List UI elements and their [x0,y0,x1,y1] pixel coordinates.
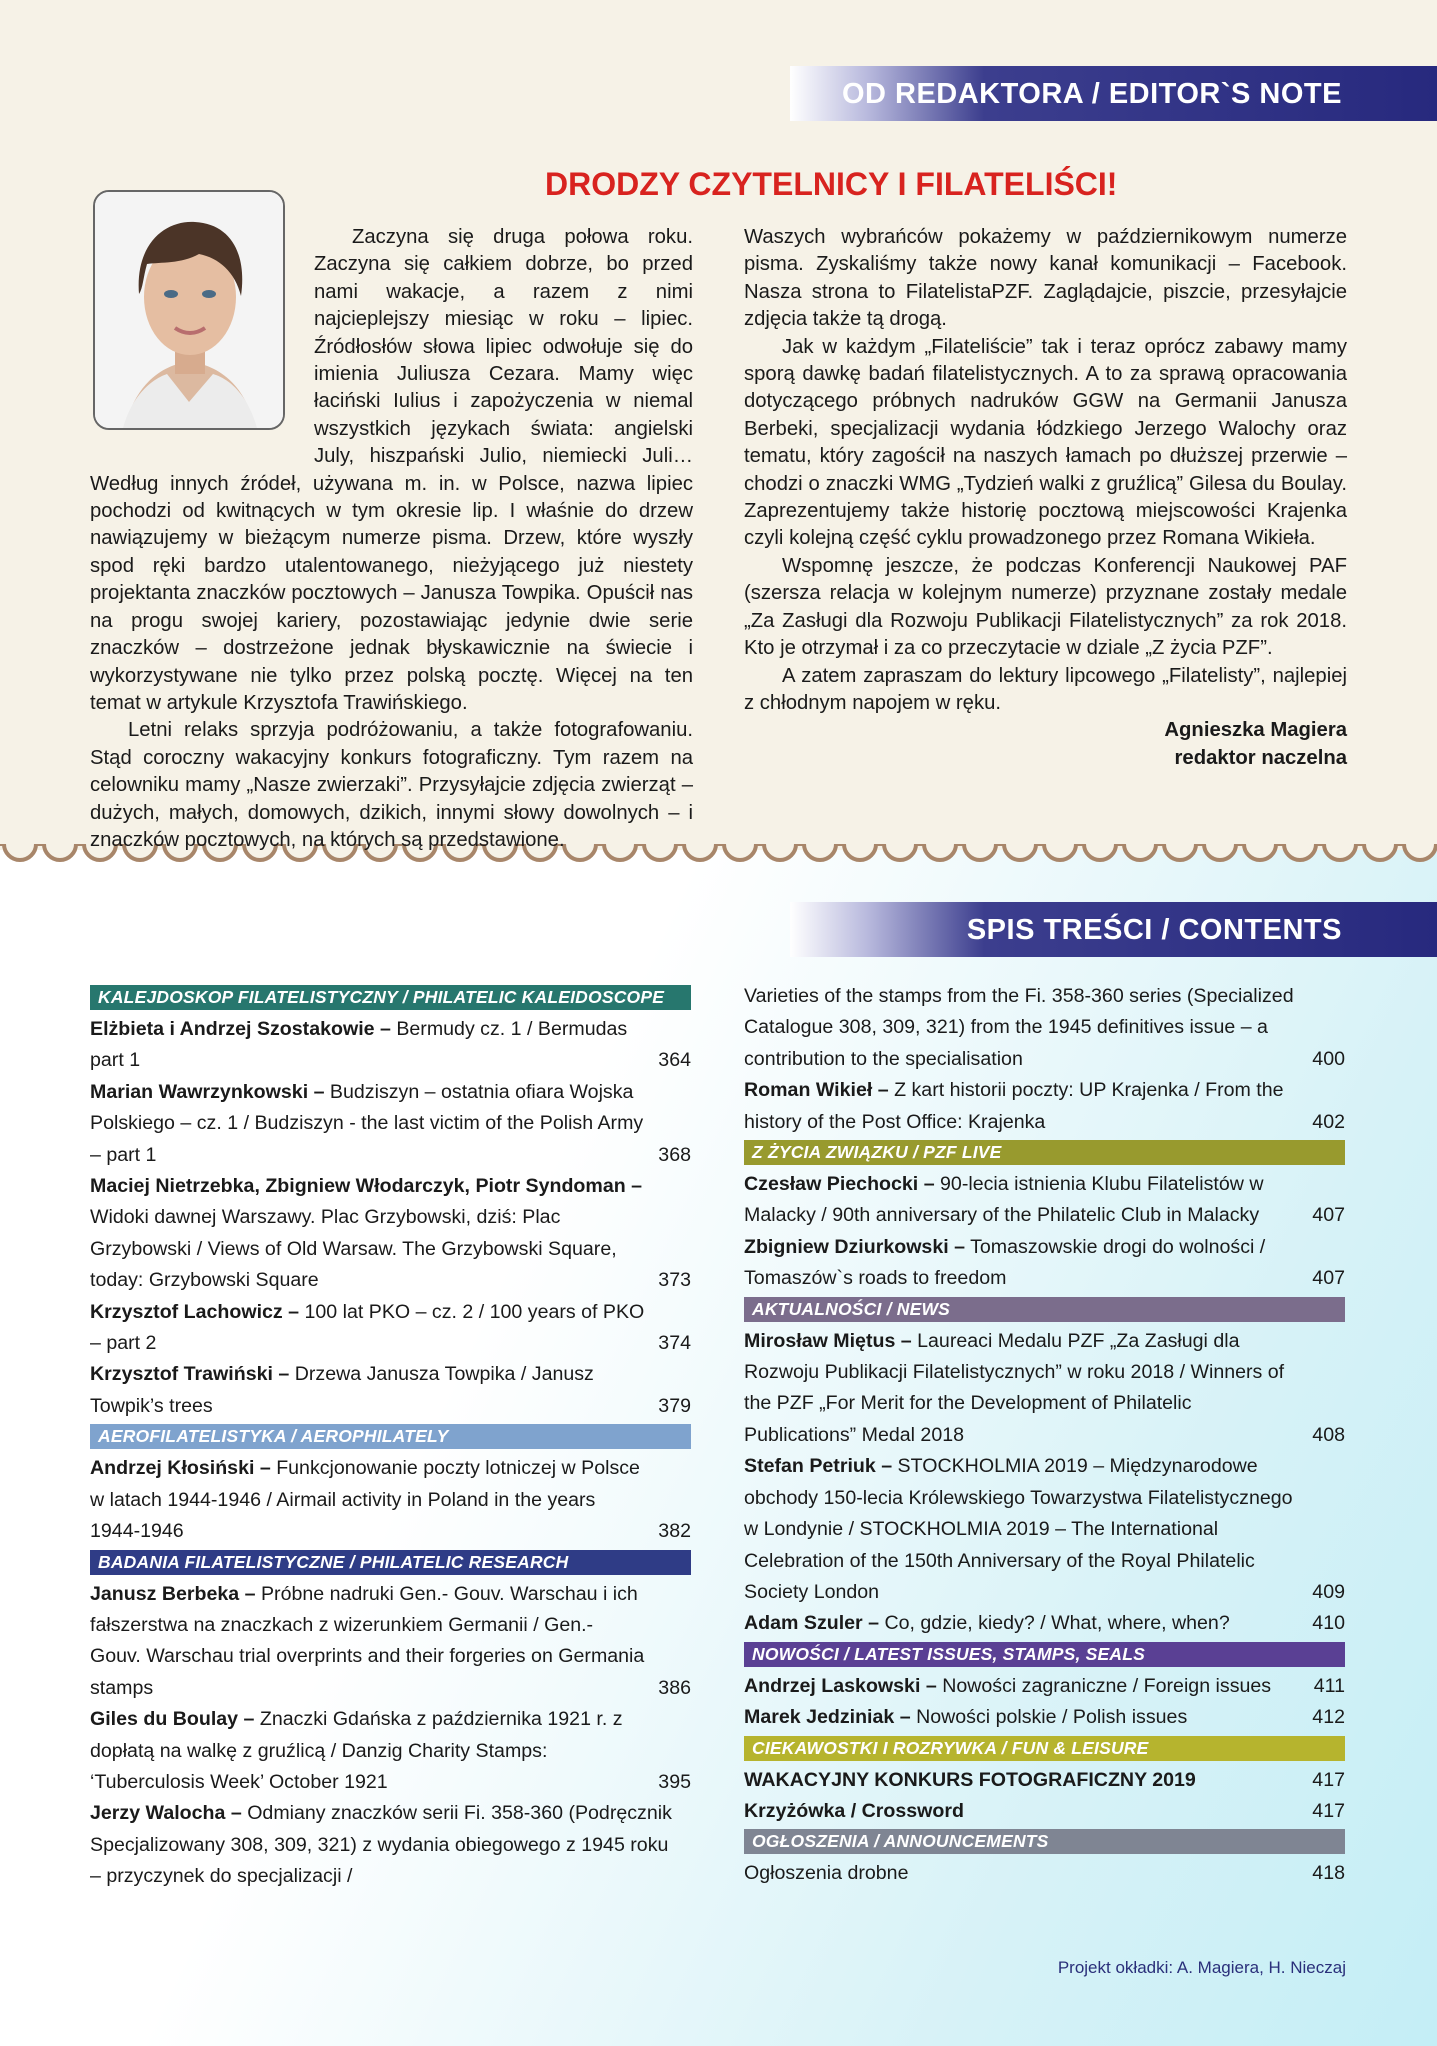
contents-entry [744,1232,1345,1295]
entry-author: Marek Jedziniak – [744,1706,911,1729]
contents-entry [744,1796,1345,1827]
entry-text [744,1671,1271,1702]
contents-entry [744,1858,1345,1889]
editor-note-column-1 [90,224,693,854]
paragraph: A zatem zapraszam do lektury lipcowego „Filatelisty”, najlepiej z chłodnym napojem w ręku. [744,664,1347,714]
entry-title: Z kart historii poczty: UP Krajenka / From the history of the Post Office: Krajenka [744,1079,1284,1133]
entry-title: Budziszyn – ostatnia ofiara Wojska Polskiego – cz. 1 / Budziszyn - the last victim of the Polish Army – part 1 [90,1080,644,1166]
entry-title: 90-lecia istnienia Klubu Filatelistów w Malacky / 90th anniversary of the Philatelic Club in Malacky [744,1173,1264,1227]
entry-author: Marian Wawrzynkowski – [90,1080,325,1103]
paragraph: Jak w każdym „Filateliście” tak i teraz oprócz zabawy mamy sporą dawkę badań filatelistycznych. A to za sprawą opracowania dotyczącego próbnych nadruków GGW na Germanii Janusza Berbeki, specjalizacji wydania łódzkiego Jerzego Walochy oraz tematu, który zagościł na naszych łamach po dłuższej przerwie – chodzi o znaczki WMG „Tydzień walki z gruźlicą” Gilesa du Boulay. Zaprezentujemy także historię pocztową miejscowości Krajenka czyli kolejną część cyklu prowadzonego przez Romana Wikieła. [744,335,1347,550]
entry-text [744,1075,1302,1138]
entry-page-number: 379 [658,1394,691,1417]
entry-text [744,1702,1187,1733]
paragraph: Letni relaks sprzyja podróżowaniu, a także fotografowaniu. Stąd coroczny wakacyjny konkurs fotograficzny. Tym razem na celowniku mamy „Nasze zwierzaki”. Przysyłajcie zdjęcia zwierząt – dużych, małych, domowych, dzikich, innymi słowy dowolnych – i znaczków pocztowych, na których są przedstawione. [90,719,693,851]
entry-text [744,1608,1230,1639]
signature-role: redaktor naczelna [1174,746,1347,769]
entry-page-number: 417 [1312,1799,1345,1822]
entry-title: Znaczki Gdańska z października 1921 r. z dopłatą na walkę z gruźlicą / Danzig Charity Stamps: ‘Tuberculosis Week’ October 1921 [90,1708,623,1793]
entry-page-number: 410 [1312,1612,1345,1635]
entry-text [744,1232,1302,1295]
entry-page-number: 417 [1312,1768,1345,1791]
entry-title: Próbne nadruki Gen.- Gouv. Warschau i ich fałszerstwa na znaczkach z wizerunkiem Germanii / Gen.- Gouv. Warschau trial overprints and their forgeries on Germania stamps [90,1582,645,1699]
entry-page-number: 407 [1312,1204,1345,1227]
entry-page-number: 412 [1312,1706,1345,1729]
section-header: AKTUALNOŚCI / NEWS [744,1297,1345,1322]
photo-wrap-space [90,224,314,458]
contents-entry [744,1671,1345,1702]
entry-title: Widoki dawnej Warszawy. Plac Grzybowski, dziś: Plac Grzybowski / Views of Old Warsaw. The Grzybowski Square, today: Grzybowski Square [90,1206,617,1292]
contents-entry [90,1704,691,1798]
entry-title: Ogłoszenia drobne [744,1862,909,1885]
contents-entry [744,1608,1345,1639]
section-header: KALEJDOSKOP FILATELISTYCZNY / PHILATELIC KALEIDOSCOPE [90,985,691,1010]
contents-entry [744,1451,1345,1608]
entry-text [744,1169,1302,1232]
entry-text [90,1798,681,1892]
entry-author: Mirosław Miętus – [744,1329,912,1352]
contents-entry [90,1077,691,1171]
entry-text [90,1077,648,1171]
entry-title: Laureaci Medalu PZF „Za Zasługi dla Rozwoju Publikacji Filatelistycznych” w roku 2018 / Winners of the PZF „For Merit for the Development of Philatelic Publications” Medal 2018 [744,1329,1285,1446]
section-header: CIEKAWOSTKI I ROZRYWKA / FUN & LEISURE [744,1736,1345,1761]
contents-entry [744,1075,1345,1138]
entry-author: Adam Szuler – [744,1612,880,1635]
entry-author: Giles du Boulay – [90,1708,255,1731]
entry-author: Andrzej Kłosiński – [90,1457,271,1480]
entry-page-number: 364 [658,1049,691,1072]
contents-entry [90,1798,691,1892]
entry-author: Janusz Berbeka – [90,1582,256,1605]
entry-page-number: 400 [1312,1047,1345,1070]
cover-credit: Projekt okładki: A. Magiera, H. Nieczaj [1057,1958,1346,1977]
entry-page-number: 373 [658,1269,691,1292]
entry-title: Bermudy cz. 1 / Bermudas part 1 [90,1018,628,1072]
contents-entry [90,1171,691,1297]
entry-author: Krzyżówka / Crossword [744,1799,964,1822]
entry-text [90,1014,648,1077]
contents-entry [744,981,1345,1075]
entry-title: Odmiany znaczków serii Fi. 358-360 (Podręcznik Specjalizowany 308, 309, 321) z wydania obiegowego z 1945 roku – przyczynek do specjalizacji / [90,1802,672,1888]
editor-note-column-2 [744,224,1347,772]
entry-page-number: 408 [1312,1423,1345,1446]
entry-text [90,1297,648,1360]
contents-column-right [744,981,1345,1890]
entry-page-number: 395 [658,1770,691,1793]
section-header: BADANIA FILATELISTYCZNE / PHILATELIC RESEARCH [90,1550,691,1575]
editor-note-header-text: OD REDAKTORA / EDITOR`S NOTE [841,78,1342,110]
paragraph: Zaczyna się druga połowa roku. Zaczyna się całkiem dobrze, bo przed nami wakacje, a razem z nimi najcieplejszy miesiąc w roku – lipiec. Źródłosłów słowa lipiec odwołuje się do imienia Juliusza Cezara. Mamy więc łaciński Iulius i zapożyczenia w niemal wszystkich językach świata: angielski July, hiszpański Julio, niemiecki Juli… Według innych źródeł, używana m. in. w Polsce, nazwa lipiec pochodzi od kwitnących w tym okresie lip. I właśnie do drzew nawiązujemy w bieżącym numerze pisma. Drzew, które wyszły spod ręki bardzo utalentowanego, nieżyjącego już niestety projektanta znaczków pocztowych – Janusza Towpika. Opuścił nas na progu swojej kariery, pozostawiając jedynie dwie serie znaczków – dostrzeżone jednak błyskawicznie na świecie i wykorzystywane nie tylko przez polską pocztę. Więcej na ten temat w artykule Krzysztofa Trawińskiego. [90,226,693,714]
entry-title: Varieties of the stamps from the Fi. 358-360 series (Specialized Catalogue 308, 309, 321) from the 1945 definitives issue – a contribution to the specialisation [744,985,1294,1070]
section-header: AEROFILATELISTYKA / AEROPHILATELY [90,1424,691,1449]
entry-page-number: 409 [1312,1580,1345,1603]
entry-text [744,1451,1302,1608]
paragraph: Wspomnę jeszcze, że podczas Konferencji Naukowej PAF (szersza relacja w kolejnym numerze) przyznane zostały medale „Za Zasługi dla Rozwoju Publikacji Filatelistycznych” za rok 2018. Kto je otrzymał i za co przeczytacie w dziale „Z życia PZF”. [744,554,1347,660]
entry-author: Jerzy Walocha – [90,1802,242,1825]
section-header: Z ŻYCIA ZWIĄZKU / PZF LIVE [744,1140,1345,1165]
entry-text [90,1579,648,1705]
entry-text [744,1765,1196,1796]
contents-entry [744,1326,1345,1452]
entry-text [90,1453,648,1547]
contents-entry [744,1169,1345,1232]
entry-text [744,1858,908,1889]
entry-author: Andrzej Laskowski – [744,1674,937,1697]
entry-author: Roman Wikieł – [744,1079,889,1102]
entry-page-number: 368 [658,1143,691,1166]
entry-text [744,981,1302,1075]
entry-text [90,1704,648,1798]
entry-author: Zbigniew Dziurkowski – [744,1235,966,1258]
entry-title: Nowości polskie / Polish issues [910,1706,1188,1729]
entry-text [90,1359,648,1422]
entry-title: Funkcjonowanie poczty lotniczej w Polsce w latach 1944-1946 / Airmail activity in Poland in the years 1944-1946 [90,1457,640,1543]
entry-text [744,1326,1302,1452]
contents-entry [90,1014,691,1077]
signature-name: Agnieszka Magiera [1164,719,1347,742]
entry-author: WAKACYJNY KONKURS FOTOGRAFICZNY 2019 [744,1768,1196,1791]
entry-author: Czesław Piechocki – [744,1173,935,1196]
contents-entry [90,1297,691,1360]
entry-title: Co, gdzie, kiedy? / What, where, when? [879,1612,1230,1635]
paragraph: Waszych wybrańców pokażemy w październikowym numerze pisma. Zyskaliśmy także nowy kanał komunikacji – Facebook. Nasza strona to FilatelistaPZF. Zaglądajcie, piszcie, przesyłajcie zdjęcia także tą drogą. [744,226,1347,331]
entry-title: Tomaszowskie drogi do wolności / Tomaszów`s roads to freedom [744,1235,1266,1290]
contents-entry [90,1359,691,1422]
contents-entry [744,1702,1345,1733]
contents-entry [90,1579,691,1705]
entry-page-number: 411 [1313,1674,1345,1697]
entry-author: Stefan Petriuk – [744,1455,893,1478]
contents-header-text: SPIS TREŚCI / CONTENTS [966,914,1342,946]
entry-title: STOCKHOLMIA 2019 – Międzynarodowe obchody 150-lecia Królewskiego Towarzystwa Filatelistycznego w Londynie / STOCKHOLMIA 2019 – The International Celebration of the 150th Anniversary of the Royal Philatelic Society London [744,1455,1293,1603]
section-header: NOWOŚCI / LATEST ISSUES, STAMPS, SEALS [744,1642,1345,1667]
contents-entry [90,1453,691,1547]
entry-author: Krzysztof Lachowicz – [90,1300,300,1323]
section-header: OGŁOSZENIA / ANNOUNCEMENTS [744,1829,1345,1854]
entry-title: 100 lat PKO – cz. 2 / 100 years of PKO – part 2 [90,1300,645,1355]
entry-page-number: 382 [658,1520,691,1543]
entry-page-number: 386 [658,1676,691,1699]
entry-title: Nowości zagraniczne / Foreign issues [936,1674,1272,1697]
page-title: DRODZY CZYTELNICY I FILATELIŚCI! [545,166,1118,202]
entry-title: Drzewa Janusza Towpika / Janusz Towpik’s trees [90,1363,594,1417]
entry-author: Maciej Nietrzebka, Zbigniew Włodarczyk, Piotr Syndoman – [90,1175,643,1198]
contents-entry [744,1765,1345,1796]
contents-column-left [90,983,691,1893]
contents-header [790,902,1437,957]
entry-page-number: 418 [1312,1862,1345,1885]
entry-page-number: 374 [658,1332,691,1355]
editor-note-header [790,66,1437,121]
entry-author: Krzysztof Trawiński – [90,1363,290,1386]
entry-text [90,1171,648,1297]
entry-page-number: 407 [1312,1267,1345,1290]
entry-author: Elżbieta i Andrzej Szostakowie – [90,1018,391,1040]
entry-page-number: 402 [1312,1110,1345,1133]
entry-text [744,1796,964,1827]
